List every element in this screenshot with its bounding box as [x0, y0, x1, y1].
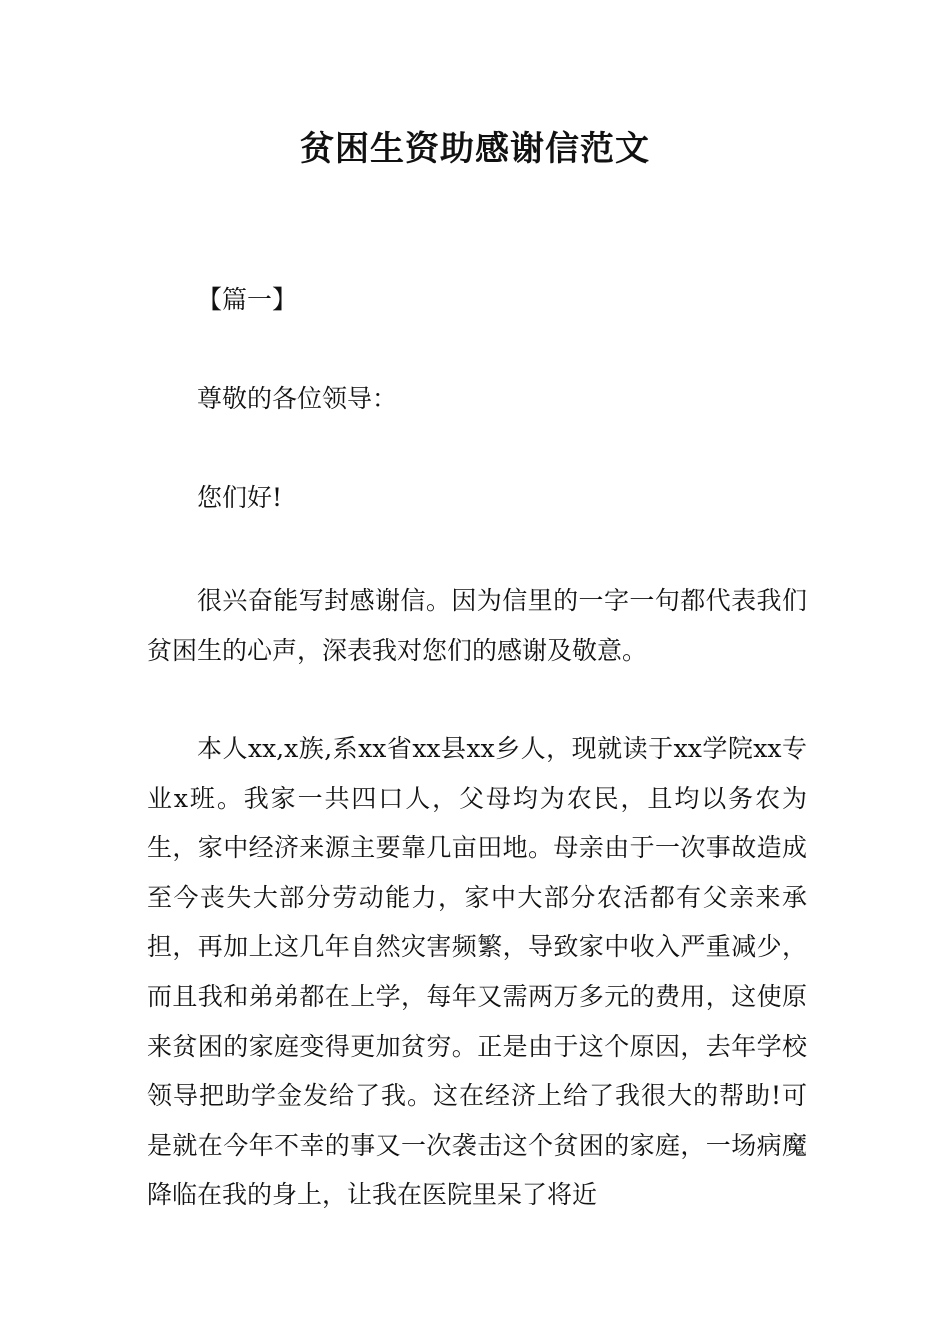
- salutation: 尊敬的各位领导：: [197, 384, 398, 413]
- section-label: 【篇一】: [197, 285, 298, 314]
- greeting: 您们好!: [197, 483, 283, 512]
- paragraph-background: 本人xx,x族,系xx省xx县xx乡人，现就读于xx学院xx专业x班。我家一共四口人，父母均为农民，且均以务农为生，家中经济来源主要靠几亩田地。母亲由于一次事故造成至今丧失大部分劳动能力，家中大部分农活都有父亲来承担，再加上这几年自然灾害频繁，导致家中收入严重减少，而且我和弟弟都在上学，每年又需两万多元的费用，这使原来贫困的家庭变得更加贫穷。正是由于这个原因，去年学校领导把助学金发给了我。这在经济上给了我很大的帮助!可是就在今年不幸的事又一次袭击这个贫困的家庭，一场病魔降临在我的身上，让我在医院里呆了将近: [147, 734, 807, 1210]
- document-title: 贫困生资助感谢信范文: [300, 129, 650, 169]
- paragraph-intro: 很兴奋能写封感谢信。因为信里的一字一句都代表我们贫困生的心声，深表我对您们的感谢及敬意。: [147, 586, 807, 665]
